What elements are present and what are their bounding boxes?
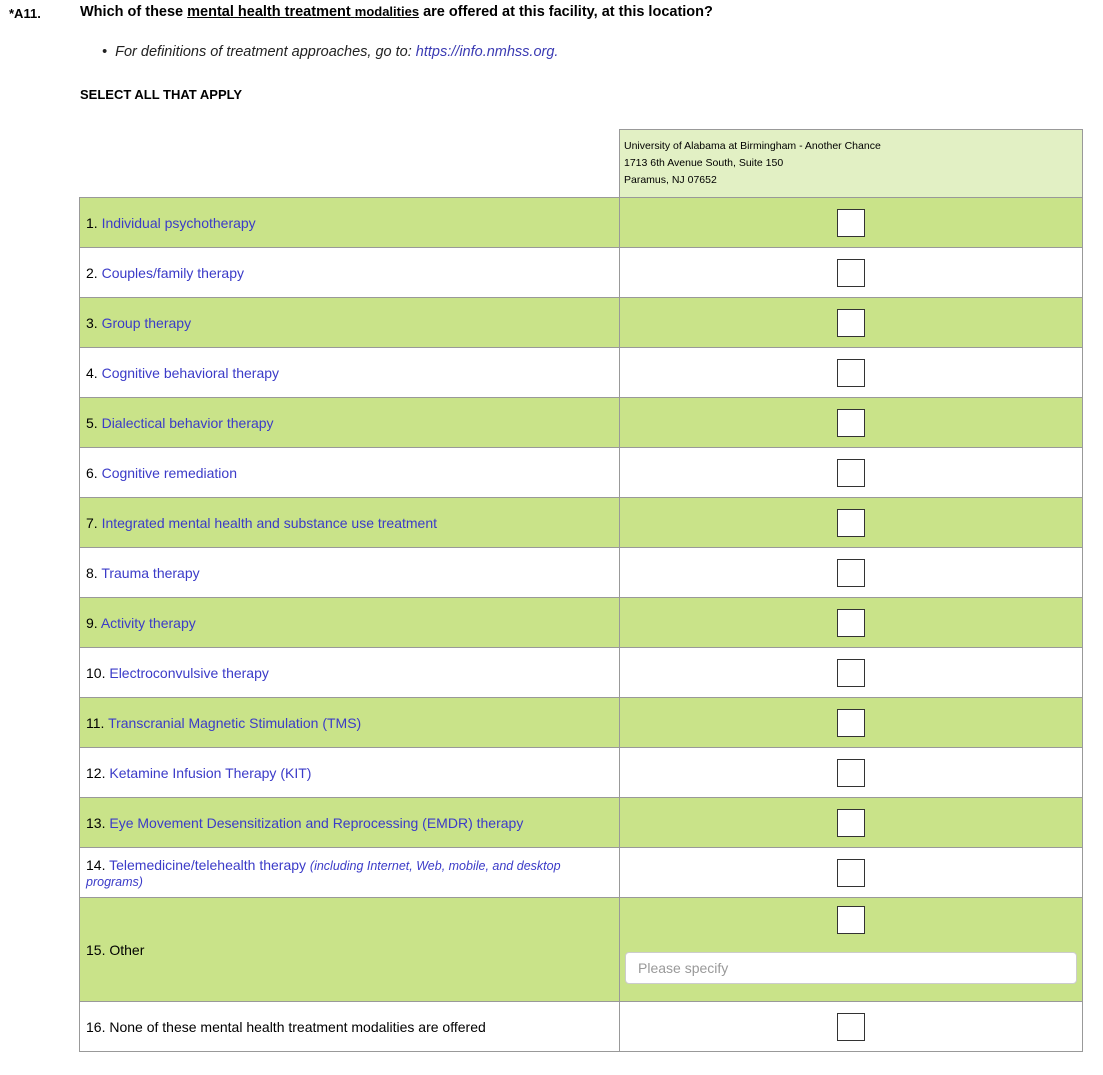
- row-checkbox-cell: [620, 348, 1083, 398]
- row-text[interactable]: Integrated mental health and substance use treatment: [101, 514, 438, 531]
- table-row: [80, 698, 1083, 748]
- row-text[interactable]: Trauma therapy: [101, 564, 200, 581]
- facility-address2: Paramus, NJ 07652: [624, 174, 717, 186]
- table-row: [80, 298, 1083, 348]
- row-number: 12.: [86, 764, 106, 781]
- row-number: 14.: [86, 856, 106, 873]
- row-text[interactable]: Cognitive remediation: [101, 464, 237, 481]
- question-text-post: are offered at this facility, at this location?: [419, 4, 713, 20]
- row-label: [80, 748, 620, 798]
- modalities-table: [79, 129, 1083, 1052]
- row-label: [80, 248, 620, 298]
- row-checkbox-cell: [620, 548, 1083, 598]
- checkbox[interactable]: [837, 409, 865, 437]
- row-text[interactable]: Electroconvulsive therapy: [109, 664, 269, 681]
- table-row: [80, 848, 1083, 898]
- row-number: 5.: [86, 414, 98, 431]
- row-number: 2.: [86, 264, 98, 281]
- checkbox[interactable]: [837, 809, 865, 837]
- table-row: [80, 598, 1083, 648]
- facility-name: University of Alabama at Birmingham - Another Chance: [624, 140, 881, 152]
- table-row: [80, 1002, 1083, 1052]
- table-row: [80, 748, 1083, 798]
- row-checkbox-cell: [620, 748, 1083, 798]
- table-row: [80, 548, 1083, 598]
- row-number: 7.: [86, 514, 98, 531]
- checkbox[interactable]: [837, 709, 865, 737]
- checkbox[interactable]: [837, 509, 865, 537]
- row-text[interactable]: Dialectical behavior therapy: [101, 414, 274, 431]
- row-number: 11.: [86, 714, 105, 731]
- row-checkbox-cell: [620, 798, 1083, 848]
- table-row: [80, 798, 1083, 848]
- row-number: 10.: [86, 664, 106, 681]
- other-specify-input[interactable]: [625, 952, 1077, 984]
- row-checkbox-cell: [620, 448, 1083, 498]
- row-number: 4.: [86, 364, 98, 381]
- row-text[interactable]: Telemedicine/telehealth therapy: [109, 856, 307, 873]
- definitions-link[interactable]: https://info.nmhss.org.: [415, 44, 559, 60]
- row-text[interactable]: Couples/family therapy: [101, 264, 244, 281]
- table-row: [80, 248, 1083, 298]
- table-row: [80, 498, 1083, 548]
- row-number: 8.: [86, 564, 98, 581]
- checkbox[interactable]: [837, 359, 865, 387]
- instruction: SELECT ALL THAT APPLY: [80, 87, 243, 102]
- row-text: Other: [109, 941, 145, 958]
- row-number: 3.: [86, 314, 98, 331]
- row-text[interactable]: Group therapy: [101, 314, 192, 331]
- row-checkbox-cell: [620, 398, 1083, 448]
- row-label: [80, 598, 620, 648]
- row-label: [80, 898, 620, 1002]
- row-text: None of these mental health treatment modalities are offered: [109, 1018, 486, 1035]
- row-label: [80, 848, 620, 898]
- row-checkbox-cell: [620, 1002, 1083, 1052]
- other-specify-placeholder: Please specify: [638, 959, 729, 976]
- row-checkbox-cell: [620, 598, 1083, 648]
- row-label: [80, 798, 620, 848]
- table-row: [80, 198, 1083, 248]
- row-label: [80, 648, 620, 698]
- row-text[interactable]: Transcranial Magnetic Stimulation (TMS): [108, 714, 362, 731]
- row-text[interactable]: Individual psychotherapy: [101, 214, 256, 231]
- row-number: 16.: [86, 1018, 106, 1035]
- checkbox[interactable]: [837, 859, 865, 887]
- table-row: [80, 898, 1083, 1002]
- question-text: [80, 4, 713, 20]
- note-text: For definitions of treatment approaches, go to:: [115, 44, 416, 60]
- definition-note: • For definitions of treatment approaches, go to: https://info.nmhss.org.: [102, 44, 559, 60]
- table-row: [80, 348, 1083, 398]
- checkbox[interactable]: [837, 259, 865, 287]
- row-number: 9.: [86, 614, 98, 631]
- row-label: [80, 1002, 620, 1052]
- row-note: (including Internet, Web, mobile, and desktop programs): [86, 858, 561, 889]
- row-checkbox-cell: [620, 198, 1083, 248]
- row-text[interactable]: Cognitive behavioral therapy: [101, 364, 280, 381]
- row-checkbox-cell: [620, 848, 1083, 898]
- row-label: [80, 398, 620, 448]
- row-checkbox-cell: [620, 898, 1083, 1002]
- checkbox[interactable]: [837, 559, 865, 587]
- row-label: [80, 348, 620, 398]
- row-label: [80, 198, 620, 248]
- row-checkbox-cell: [620, 698, 1083, 748]
- question-text-pre: Which of these: [80, 4, 188, 20]
- checkbox[interactable]: [837, 609, 865, 637]
- row-checkbox-cell: [620, 298, 1083, 348]
- row-number: 6.: [86, 464, 98, 481]
- checkbox[interactable]: [837, 459, 865, 487]
- checkbox[interactable]: [837, 759, 865, 787]
- checkbox[interactable]: [837, 659, 865, 687]
- row-label: [80, 548, 620, 598]
- table-row: [80, 398, 1083, 448]
- facility-header: [620, 130, 1083, 198]
- row-text[interactable]: Activity therapy: [100, 614, 196, 631]
- row-text[interactable]: Ketamine Infusion Therapy (KIT): [109, 764, 312, 781]
- row-checkbox-cell: [620, 648, 1083, 698]
- header-spacer: [80, 130, 620, 198]
- checkbox[interactable]: [837, 1013, 865, 1041]
- row-label: [80, 298, 620, 348]
- checkbox[interactable]: [837, 209, 865, 237]
- row-label: [80, 698, 620, 748]
- question-number: *A11.: [9, 6, 41, 21]
- row-label: [80, 448, 620, 498]
- table-row: [80, 648, 1083, 698]
- row-checkbox-cell: [620, 498, 1083, 548]
- facility-address1: 1713 6th Avenue South, Suite 150: [624, 157, 784, 169]
- row-number: 1.: [86, 214, 98, 231]
- row-label: [80, 498, 620, 548]
- row-text[interactable]: Eye Movement Desensitization and Reprocessing (EMDR) therapy: [109, 814, 524, 831]
- table-row: [80, 448, 1083, 498]
- checkbox[interactable]: [837, 906, 865, 934]
- row-number: 13.: [86, 814, 106, 831]
- question-underline-small: modalities: [354, 4, 420, 19]
- checkbox[interactable]: [837, 309, 865, 337]
- row-number: 15.: [86, 941, 106, 958]
- row-checkbox-cell: [620, 248, 1083, 298]
- question-underline: mental health treatment: [187, 4, 351, 20]
